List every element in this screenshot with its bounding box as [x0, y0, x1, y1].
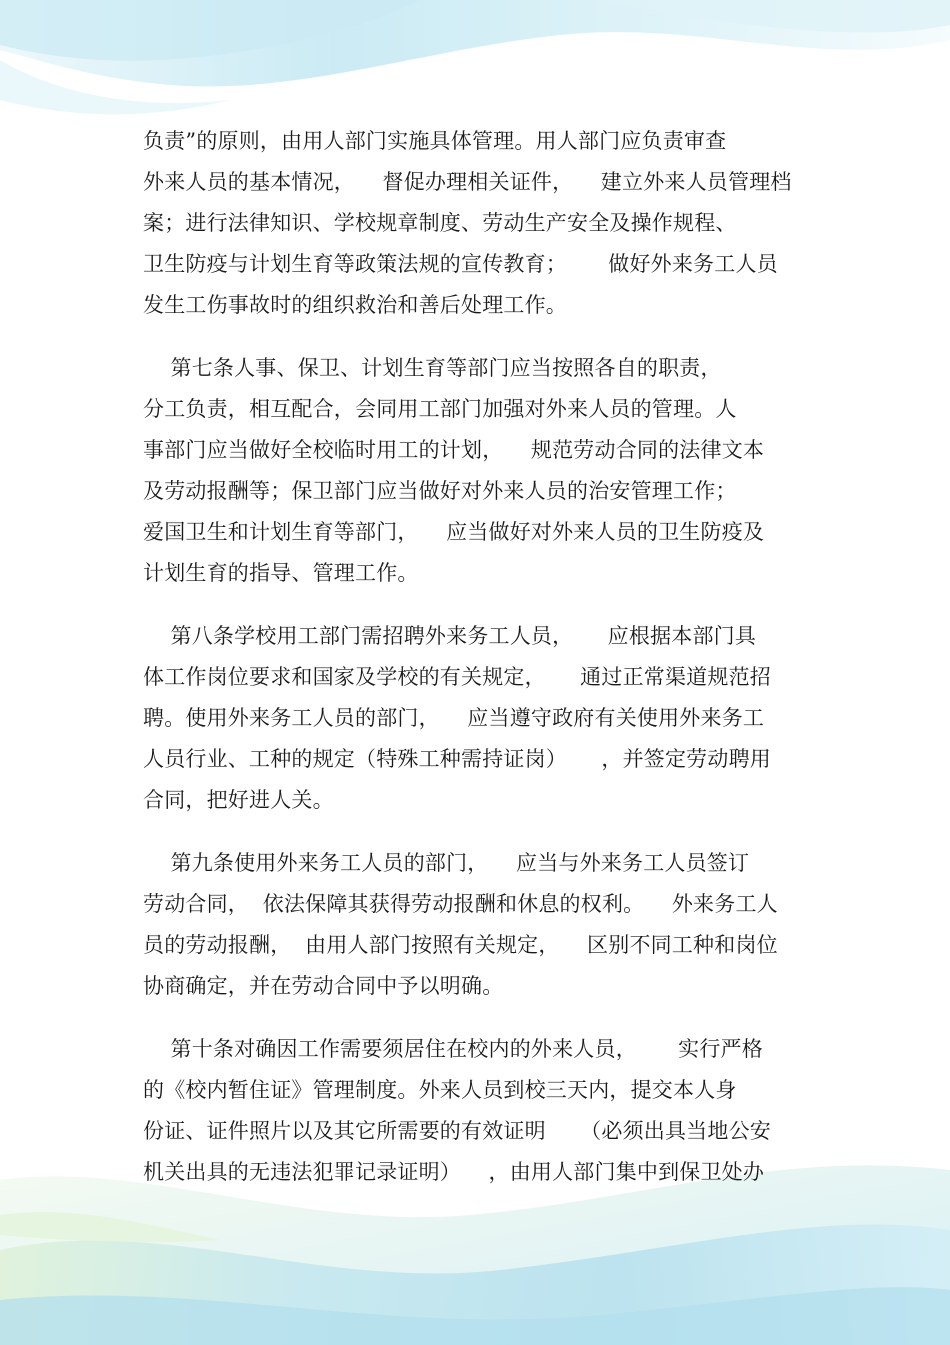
text-line: 事部门应当做好全校临时用工的计划， 规范劳动合同的法律文本: [143, 438, 765, 462]
text-line: 外来人员的基本情况， 督促办理相关证件， 建立外来人员管理档: [143, 170, 792, 194]
text-line: 负责”的原则，由用人部门实施具体管理。用人部门应负责审查: [143, 129, 727, 153]
text-line: 卫生防疫与计划生育等政策法规的宣传教育； 做好外来务工人员: [143, 252, 778, 276]
text-line: 案；进行法律知识、学校规章制度、劳动生产安全及操作规程、: [143, 211, 737, 235]
paragraph-article-8: [143, 616, 823, 821]
text-line: 发生工伤事故时的组织救治和善后处理工作。: [143, 293, 567, 317]
text-line: 第七条人事、保卫、计划生育等部门应当按照各自的职责，: [143, 356, 722, 380]
paragraph-article-10: [143, 1029, 823, 1193]
text-line: 第十条对确因工作需要须居住在校内的外来人员， 实行严格: [143, 1037, 763, 1061]
text-line: 份证、证件照片以及其它所需要的有效证明 （必须出具当地公安: [143, 1119, 771, 1143]
text-line: 劳动合同， 依法保障其获得劳动报酬和休息的权利。 外来务工人: [143, 892, 778, 916]
text-line: 爱国卫生和计划生育等部门， 应当做好对外来人员的卫生防疫及: [143, 520, 765, 544]
text-line: 机关出具的无违法犯罪记录证明） ，由用人部门集中到保卫处办: [143, 1160, 765, 1184]
paragraph-article-9: [143, 843, 823, 1007]
document-body: [143, 121, 823, 1215]
text-line: 合同，把好进人关。: [143, 788, 334, 812]
paragraph-1: [143, 121, 823, 326]
text-line: 的《校内暂住证》管理制度。外来人员到校三天内，提交本人身: [143, 1078, 737, 1102]
text-line: 第九条使用外来务工人员的部门， 应当与外来务工人员签订: [143, 851, 750, 875]
text-line: 人员行业、工种的规定（特殊工种需持证岗） ，并签定劳动聘用: [143, 747, 771, 771]
paragraph-article-7: [143, 348, 823, 594]
text-line: 第八条学校用工部门需招聘外来务工人员， 应根据本部门具: [143, 624, 757, 648]
text-line: 分工负责，相互配合，会同用工部门加强对外来人员的管理。人: [143, 397, 737, 421]
text-line: 及劳动报酬等；保卫部门应当做好对外来人员的治安管理工作；: [143, 479, 737, 503]
text-line: 聘。使用外来务工人员的部门， 应当遵守政府有关使用外来务工: [143, 706, 765, 730]
text-line: 协商确定，并在劳动合同中予以明确。: [143, 974, 504, 998]
text-line: 计划生育的指导、管理工作。: [143, 561, 419, 585]
text-line: 员的劳动报酬， 由用人部门按照有关规定， 区别不同工种和岗位: [143, 933, 778, 957]
text-line: 体工作岗位要求和国家及学校的有关规定， 通过正常渠道规范招: [143, 665, 771, 689]
